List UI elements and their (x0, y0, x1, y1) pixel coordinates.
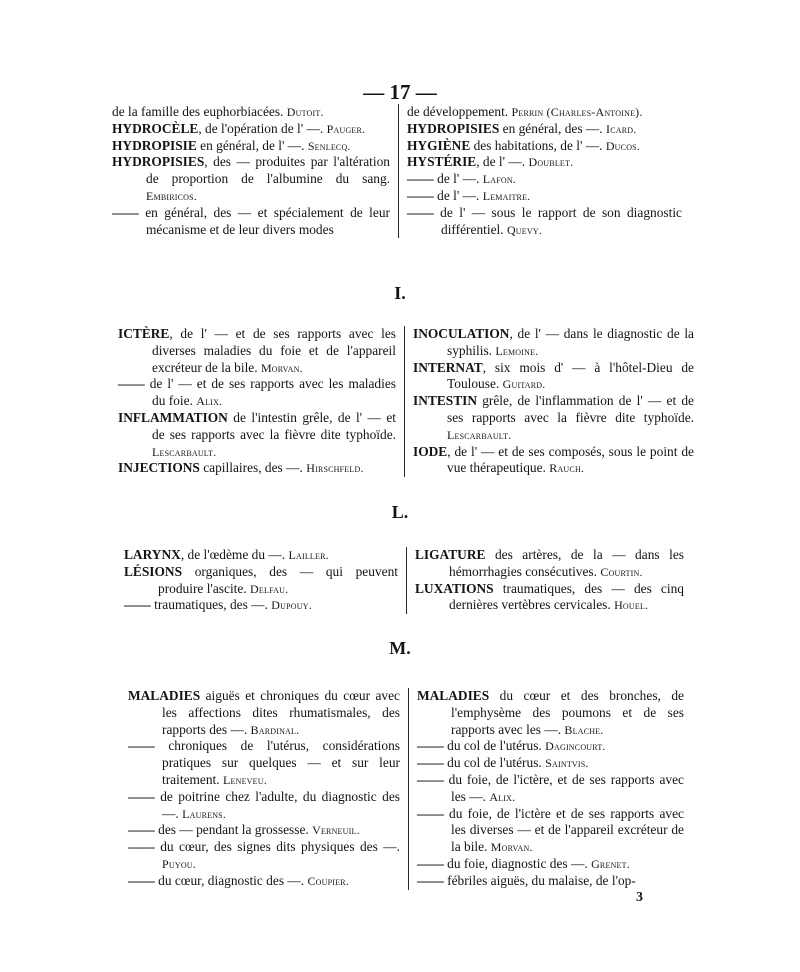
index-entry: —— du foie, de l'ictère et de ses rapports avec les diverses — et de l'appareil excréteur de la bile. Morvan. (417, 805, 684, 855)
index-entry: —— fébriles aiguës, du malaise, de l'op- (417, 872, 636, 888)
index-entry: —— du cœur, des signes dits physiques des —. Puyou. (128, 839, 400, 871)
section-heading-i: I. (394, 283, 406, 303)
index-entry: INOCULATION, de l' — dans le diagnostic de la syphilis. Lemoine. (413, 326, 694, 358)
index-entry: IODE, de l' — et de ses composés, sous le point de vue thérapeutique. Rauch. (413, 443, 694, 476)
index-entry: de la famille des euphorbiacées. Dutoit. (112, 104, 324, 119)
index-entry: HYDROPISIE en général, de l' —. Senlecq. (112, 137, 351, 153)
index-entry: INJECTIONS capillaires, des —. Hirschfeld. (118, 460, 364, 476)
column-left (124, 547, 406, 614)
column-right (398, 104, 682, 238)
index-entry: —— de l' — sous le rapport de son diagnostic différentiel. Quevy. (407, 204, 682, 237)
section-heading-m: M. (389, 638, 411, 658)
page-number: — 17 — (363, 80, 437, 104)
column-right (406, 547, 684, 614)
column-left (128, 688, 408, 890)
index-entry: MALADIES aiguës et chroniques du cœur avec les affections dites rhumatismales, des rapports des —. Bardinal. (128, 688, 400, 737)
index-entry: —— de l' —. Lafon. (407, 171, 516, 187)
index-entry: —— de l' —. Lemaitre. (407, 187, 531, 203)
section-m (128, 688, 684, 890)
index-entry: LARYNX, de l'œdème du —. Lailler. (124, 547, 329, 562)
index-entry: HYDROCÈLE, de l'opération de l' —. Pauger. (112, 120, 366, 136)
section-h (112, 104, 682, 238)
index-entry: —— en général, des — et spécialement de leur mécanisme et de leur divers modes (112, 204, 390, 237)
index-entry: —— du foie, diagnostic des —. Grenet. (417, 855, 630, 871)
index-entry: MALADIES du cœur et des bronches, de l'emphysème des poumons et de ses rapports avec les —. Blache. (417, 688, 684, 737)
column-right (404, 326, 694, 477)
index-entry: HYDROPISIES, des — produites par l'altération de proportion de l'albumine du sang. Embiricos. (112, 154, 390, 203)
section-heading-l: L. (391, 502, 409, 522)
index-entry: —— de poitrine chez l'adulte, du diagnostic des —. Laurens. (128, 788, 400, 821)
index-entry: —— chroniques de l'utérus, considérations pratiques sur quelques — et sur leur traitement. Leneveu. (128, 738, 400, 787)
column-right (408, 688, 684, 890)
section-i (118, 326, 694, 477)
index-entry: HYSTÉRIE, de l' —. Doublet. (407, 154, 574, 170)
index-entry: —— du col de l'utérus. Saintvis. (417, 755, 589, 771)
index-entry: LÉSIONS organiques, des — qui peuvent produire l'ascite. Delfau. (124, 563, 398, 596)
index-entry: HYGIÈNE des habitations, de l' —. Ducos. (407, 137, 641, 153)
index-entry: —— des — pendant la grossesse. Verneuil. (128, 822, 360, 838)
index-entry: INFLAMMATION de l'intestin grêle, de l' — et de ses rapports avec la fièvre dite typhoïde. Lescarbault. (118, 409, 396, 459)
column-left (112, 104, 398, 238)
index-entry: de développement. Perrin (Charles-Antoine). (407, 104, 643, 119)
index-entry: —— du foie, de l'ictère, et de ses rapports avec les —. Alix. (417, 771, 684, 804)
signature-mark: 3 (636, 890, 643, 905)
index-entry: —— du col de l'utérus. Dagincourt. (417, 738, 606, 754)
column-left (118, 326, 404, 477)
index-entry: —— de l' — et de ses rapports avec les maladies du foie. Alix. (118, 376, 396, 409)
index-entry: HYDROPISIES en général, des —. Icard. (407, 120, 637, 136)
index-entry: LIGATURE des artères, de la — dans les hémorrhagies consécutives. Courtin. (415, 547, 684, 579)
index-entry: —— traumatiques, des —. Dupouy. (124, 597, 312, 613)
index-entry: LUXATIONS traumatiques, des — des cinq dernières vertèbres cervicales. Houel. (415, 580, 684, 613)
index-entry: ICTÈRE, de l' — et de ses rapports avec les diverses maladies du foie et de l'appareil excréteur de la bile. Morvan. (118, 326, 396, 375)
section-l (124, 547, 684, 614)
index-entry: —— du cœur, diagnostic des —. Coupier. (128, 872, 349, 888)
index-entry: INTERNAT, six mois d' — à l'hôtel-Dieu de Toulouse. Guitard. (413, 359, 694, 392)
index-entry: INTESTIN grêle, de l'inflammation de l' — et de ses rapports avec la fièvre dite typhoïde. Lescarbault. (413, 393, 694, 442)
